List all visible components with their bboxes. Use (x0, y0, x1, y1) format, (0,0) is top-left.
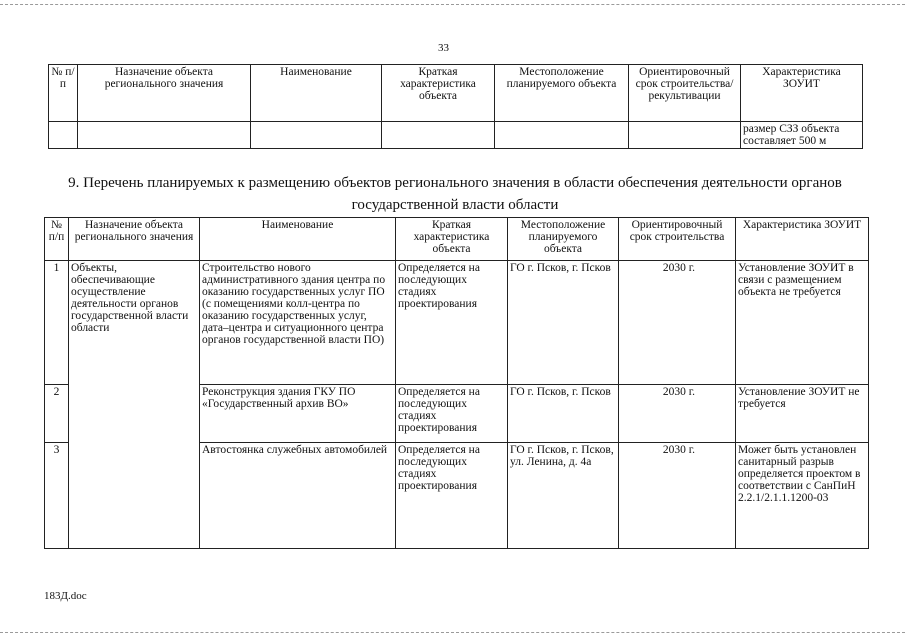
bottom-scan-edge (0, 632, 905, 633)
header-location: Местоположение планируемого объекта (508, 218, 619, 261)
section-title: 9. Перечень планируемых к размещению объектов регионального значения в области обеспечения деятельности органов государственной власти области (68, 175, 842, 213)
cell-term: 2030 г. (619, 261, 736, 385)
header-name: Наименование (200, 218, 396, 261)
cell-purpose (78, 122, 251, 149)
cell-name: Строительство нового административного здания центра по оказанию государственных услуг ПО (с помещениями колл-центра по оказанию государственных услуг, дата–центра и ситуационного центра органов государственной власти ПО) (200, 261, 396, 385)
top-scan-edge (0, 4, 905, 5)
header-purpose: Назначение объекта регионального значения (69, 218, 200, 261)
header-term: Ориентировочный срок строительства (619, 218, 736, 261)
table-header-row (49, 65, 863, 122)
continuation-table (48, 64, 863, 149)
cell-brief: Определяется на последующих стадиях проектирования (396, 385, 508, 443)
header-zouit: Характеристика ЗОУИТ (741, 65, 863, 122)
header-purpose: Назначение объекта регионального значения (78, 65, 251, 122)
header-brief: Краткая характеристика объекта (396, 218, 508, 261)
table-row (49, 122, 863, 149)
cell-zouit: размер СЗЗ объекта составляет 500 м (741, 122, 863, 149)
table-header-row (45, 218, 869, 261)
cell-num: 3 (45, 443, 69, 549)
cell-purpose: Объекты, обеспечивающие осуществление деятельности органов государственной власти области (69, 261, 200, 549)
cell-term: 2030 г. (619, 385, 736, 443)
cell-location (495, 122, 629, 149)
page-number: 33 (438, 42, 449, 54)
cell-brief (382, 122, 495, 149)
cell-zouit: Установление ЗОУИТ не требуется (736, 385, 869, 443)
objects-table (44, 217, 869, 549)
header-num: № п/п (49, 65, 78, 122)
header-name: Наименование (251, 65, 382, 122)
header-location: Местоположение планируемого объекта (495, 65, 629, 122)
cell-name: Реконструкция здания ГКУ ПО «Государственный архив ВО» (200, 385, 396, 443)
cell-term: 2030 г. (619, 443, 736, 549)
cell-brief: Определяется на последующих стадиях проектирования (396, 261, 508, 385)
cell-location: ГО г. Псков, г. Псков (508, 385, 619, 443)
cell-name (251, 122, 382, 149)
cell-num: 1 (45, 261, 69, 385)
cell-num (49, 122, 78, 149)
file-name-footer: 183Д.doc (44, 590, 87, 602)
header-term: Ориентировочный срок строительства/ рекультивации (629, 65, 741, 122)
header-num: № п/п (45, 218, 69, 261)
table-row (45, 261, 869, 385)
cell-zouit: Может быть установлен санитарный разрыв определяется проектом в соответствии с СанПиН 2.2.1/2.1.1.1200-03 (736, 443, 869, 549)
cell-location: ГО г. Псков, г. Псков (508, 261, 619, 385)
header-brief: Краткая характеристика объекта (382, 65, 495, 122)
cell-num: 2 (45, 385, 69, 443)
cell-zouit: Установление ЗОУИТ в связи с размещением объекта не требуется (736, 261, 869, 385)
cell-location: ГО г. Псков, г. Псков, ул. Ленина, д. 4а (508, 443, 619, 549)
cell-term (629, 122, 741, 149)
header-zouit: Характеристика ЗОУИТ (736, 218, 869, 261)
cell-brief: Определяется на последующих стадиях проектирования (396, 443, 508, 549)
cell-name: Автостоянка служебных автомобилей (200, 443, 396, 549)
